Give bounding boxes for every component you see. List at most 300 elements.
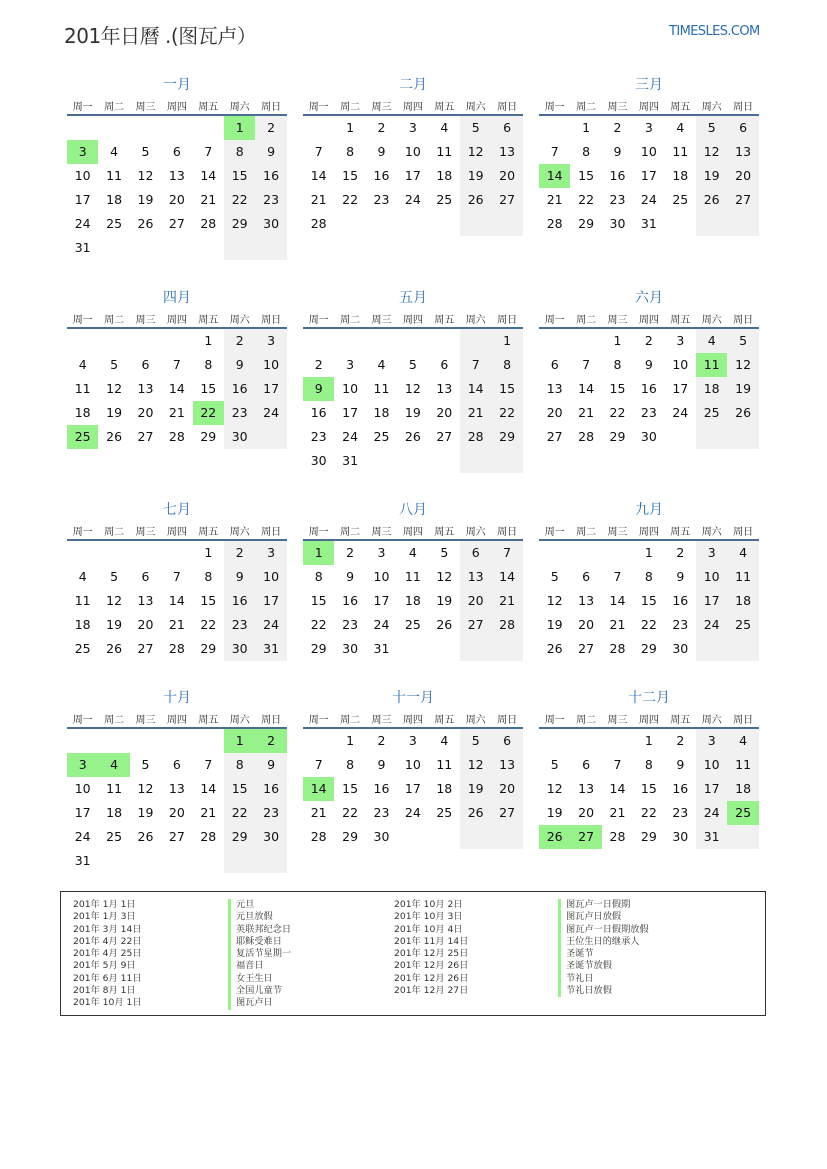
day-cell: 14 [609, 781, 626, 796]
day-cell: 7 [582, 357, 591, 372]
weekday-label: 周五 [434, 102, 455, 113]
day-cell: 12 [735, 357, 752, 372]
day-cell: 3 [644, 120, 653, 135]
weekday-label: 周一 [544, 715, 565, 726]
day-cell: 3 [676, 333, 685, 348]
day-cell: 2 [613, 120, 622, 135]
day-cell: 6 [550, 357, 559, 372]
day-cell: 3 [408, 120, 417, 135]
day-cell: 26 [137, 829, 154, 844]
day-cell: 20 [137, 405, 154, 420]
day-cell: 28 [546, 216, 563, 231]
day-cell: 5 [110, 569, 119, 584]
day-cell: 9 [346, 569, 355, 584]
weekday-label: 周四 [638, 527, 659, 538]
day-cell: 11 [373, 381, 390, 396]
day-cell: 17 [640, 168, 657, 183]
day-cell: 20 [467, 593, 484, 608]
day-cell: 4 [739, 733, 748, 748]
legend-entry: 图瓦卢一日假期放假 [558, 924, 649, 936]
day-cell: 16 [373, 781, 390, 796]
day-cell: 7 [204, 144, 213, 159]
day-cell: 4 [78, 357, 87, 372]
day-cell: 31 [74, 853, 91, 868]
day-cell: 31 [342, 453, 359, 468]
weekday-label: 周三 [135, 102, 156, 113]
day-cell: 9 [377, 144, 386, 159]
day-cell: 20 [546, 405, 563, 420]
holiday-day-cell: 14 [303, 777, 334, 801]
day-cell: 18 [74, 617, 91, 632]
day-cell: 24 [263, 405, 280, 420]
day-cell: 30 [310, 453, 327, 468]
day-cell: 30 [231, 429, 248, 444]
day-cell: 18 [735, 781, 752, 796]
day-cell: 19 [404, 405, 421, 420]
day-cell: 18 [404, 593, 421, 608]
day-cell: 21 [310, 192, 327, 207]
day-cell: 20 [499, 781, 516, 796]
day-cell: 4 [676, 120, 685, 135]
day-cell: 12 [137, 168, 154, 183]
day-cell: 2 [377, 733, 386, 748]
day-cell: 14 [467, 381, 484, 396]
day-cell: 24 [672, 405, 689, 420]
day-cell: 29 [578, 216, 595, 231]
day-cell: 20 [168, 192, 185, 207]
weekday-label: 周日 [733, 315, 754, 326]
day-cell: 19 [467, 168, 484, 183]
day-cell: 17 [373, 593, 390, 608]
legend-dates-left [73, 899, 141, 1010]
day-cell: 5 [141, 757, 150, 772]
weekday-label: 周五 [670, 715, 691, 726]
day-cell: 11 [74, 593, 91, 608]
day-cell: 28 [609, 641, 626, 656]
day-cell: 26 [436, 617, 453, 632]
day-cell: 6 [503, 120, 512, 135]
day-cell: 6 [172, 757, 181, 772]
day-cell: 28 [499, 617, 516, 632]
day-cell: 13 [168, 781, 185, 796]
day-cell: 13 [546, 381, 563, 396]
day-cell: 16 [373, 168, 390, 183]
day-cell: 25 [735, 617, 752, 632]
day-cell: 15 [342, 168, 359, 183]
day-cell: 26 [703, 192, 720, 207]
day-cell: 30 [672, 829, 689, 844]
day-cell: 16 [231, 593, 248, 608]
day-cell: 10 [404, 757, 421, 772]
day-cell: 19 [467, 781, 484, 796]
weekday-label: 周五 [198, 102, 219, 113]
holiday-day-cell: 1 [303, 541, 334, 565]
day-cell: 6 [582, 757, 591, 772]
weekday-label: 周三 [371, 315, 392, 326]
day-cell: 19 [137, 805, 154, 820]
day-cell: 31 [373, 641, 390, 656]
day-cell: 10 [74, 168, 91, 183]
day-cell: 31 [263, 641, 280, 656]
weekday-label: 周六 [701, 527, 722, 538]
holiday-day-cell: 27 [570, 825, 601, 849]
legend-entry: 201年 12月 27日 [394, 985, 469, 997]
day-cell: 12 [467, 757, 484, 772]
day-cell: 13 [137, 593, 154, 608]
day-cell: 2 [267, 120, 276, 135]
day-cell: 27 [499, 805, 516, 820]
month-name: 十月 [163, 690, 191, 706]
day-cell: 13 [578, 781, 595, 796]
day-cell: 24 [74, 829, 91, 844]
day-cell: 12 [703, 144, 720, 159]
weekday-label: 周四 [166, 102, 187, 113]
weekday-label: 周二 [104, 315, 125, 326]
day-cell: 16 [231, 381, 248, 396]
day-cell: 2 [644, 333, 653, 348]
day-cell: 17 [74, 805, 91, 820]
weekday-label: 周二 [104, 102, 125, 113]
day-cell: 13 [578, 593, 595, 608]
holiday-day-cell: 3 [67, 753, 98, 777]
weekday-label: 周一 [544, 315, 565, 326]
day-cell: 12 [546, 781, 563, 796]
day-cell: 29 [200, 429, 217, 444]
day-cell: 10 [404, 144, 421, 159]
day-cell: 11 [672, 144, 689, 159]
day-cell: 30 [609, 216, 626, 231]
legend-entry: 节礼日 [558, 973, 649, 985]
day-cell: 4 [440, 733, 449, 748]
day-cell: 8 [613, 357, 622, 372]
weekday-label: 周二 [104, 527, 125, 538]
weekday-label: 周五 [198, 315, 219, 326]
day-cell: 29 [231, 829, 248, 844]
day-cell: 26 [404, 429, 421, 444]
day-cell: 19 [735, 381, 752, 396]
weekday-label: 周三 [607, 527, 628, 538]
day-cell: 26 [137, 216, 154, 231]
day-cell: 16 [672, 593, 689, 608]
day-cell: 22 [609, 405, 626, 420]
day-cell: 3 [377, 545, 386, 560]
day-cell: 23 [263, 192, 280, 207]
day-cell: 10 [672, 357, 689, 372]
month-name: 五月 [399, 290, 427, 306]
day-cell: 13 [735, 144, 752, 159]
day-cell: 25 [436, 805, 453, 820]
day-cell: 10 [263, 569, 280, 584]
day-cell: 6 [471, 545, 480, 560]
day-cell: 29 [200, 641, 217, 656]
weekday-label: 周一 [308, 715, 329, 726]
day-cell: 15 [231, 781, 248, 796]
weekday-label: 周六 [465, 315, 486, 326]
legend-entry: 图瓦卢日 [228, 997, 291, 1009]
day-cell: 10 [74, 781, 91, 796]
day-cell: 28 [578, 429, 595, 444]
day-cell: 4 [707, 333, 716, 348]
day-cell: 28 [310, 829, 327, 844]
day-cell: 21 [168, 405, 185, 420]
weekday-label: 周四 [166, 715, 187, 726]
legend-entry: 201年 4月 25日 [73, 948, 142, 960]
day-cell: 13 [467, 569, 484, 584]
weekday-label: 周二 [340, 527, 361, 538]
day-cell: 12 [404, 381, 421, 396]
day-cell: 17 [404, 168, 421, 183]
day-cell: 23 [373, 192, 390, 207]
day-cell: 25 [436, 192, 453, 207]
legend-entry: 201年 12月 25日 [394, 948, 469, 960]
day-cell: 18 [106, 192, 123, 207]
day-cell: 24 [263, 617, 280, 632]
day-cell: 20 [168, 805, 185, 820]
legend-entry: 201年 5月 9日 [73, 960, 136, 972]
weekday-label: 周日 [497, 715, 518, 726]
day-cell: 8 [582, 144, 591, 159]
day-cell: 4 [78, 569, 87, 584]
day-cell: 19 [546, 617, 563, 632]
legend-entry: 圣诞节放假 [558, 960, 649, 972]
day-cell: 24 [640, 192, 657, 207]
weekday-label: 周三 [135, 715, 156, 726]
legend-entry: 节礼日放假 [558, 985, 649, 997]
day-cell: 12 [106, 593, 123, 608]
legend-names-left [228, 899, 291, 1010]
legend-entry: 女王生日 [228, 973, 291, 985]
day-cell: 22 [231, 805, 248, 820]
day-cell: 15 [342, 781, 359, 796]
brand-logo-text[interactable]: TIMESLES.COM [669, 24, 760, 39]
day-cell: 30 [373, 829, 390, 844]
day-cell: 5 [550, 569, 559, 584]
legend-entry: 201年 8月 1日 [73, 985, 136, 997]
day-cell: 21 [168, 617, 185, 632]
legend-entry: 201年 4月 22日 [73, 935, 142, 947]
day-cell: 3 [707, 733, 716, 748]
legend-entry: 全国儿童节 [228, 985, 291, 997]
day-cell: 8 [503, 357, 512, 372]
day-cell: 24 [404, 192, 421, 207]
day-cell: 9 [267, 757, 276, 772]
day-cell: 2 [235, 545, 244, 560]
month-name: 七月 [163, 502, 191, 518]
day-cell: 15 [499, 381, 516, 396]
holiday-day-cell: 26 [539, 825, 570, 849]
day-cell: 10 [373, 569, 390, 584]
legend-entry: 201年 10月 4日 [394, 923, 463, 935]
weekday-label: 周五 [434, 715, 455, 726]
legend-entry: 图瓦卢日放假 [558, 911, 649, 923]
day-cell: 14 [168, 593, 185, 608]
weekday-label: 周四 [166, 527, 187, 538]
day-cell: 25 [74, 641, 91, 656]
day-cell: 27 [546, 429, 563, 444]
day-cell: 30 [263, 216, 280, 231]
legend-entry: 英联邦纪念日 [228, 924, 291, 936]
day-cell: 18 [106, 805, 123, 820]
legend-entry: 201年 10月 3日 [394, 911, 463, 923]
weekday-label: 周一 [308, 102, 329, 113]
day-cell: 7 [550, 144, 559, 159]
day-cell: 10 [640, 144, 657, 159]
day-cell: 12 [106, 381, 123, 396]
day-cell: 16 [672, 781, 689, 796]
day-cell: 18 [703, 381, 720, 396]
weekday-label: 周五 [434, 315, 455, 326]
weekday-label: 周二 [576, 315, 597, 326]
day-cell: 27 [137, 429, 154, 444]
legend-entry: 王位生日的继承人 [558, 936, 649, 948]
day-cell: 22 [310, 617, 327, 632]
weekday-label: 周四 [402, 715, 423, 726]
weekday-label: 周一 [72, 102, 93, 113]
day-cell: 15 [578, 168, 595, 183]
month-name: 四月 [163, 290, 191, 306]
weekday-label: 周日 [261, 102, 282, 113]
day-cell: 25 [703, 405, 720, 420]
day-cell: 1 [503, 333, 512, 348]
weekday-label: 周四 [638, 715, 659, 726]
weekday-label: 周日 [497, 102, 518, 113]
page-title: 201年日曆 .(图瓦卢） [64, 24, 257, 48]
day-cell: 18 [373, 405, 390, 420]
legend-entry: 201年 1月 1日 [73, 899, 136, 910]
weekday-label: 周三 [607, 315, 628, 326]
weekday-label: 周五 [198, 527, 219, 538]
day-cell: 18 [436, 781, 453, 796]
day-cell: 29 [640, 829, 657, 844]
day-cell: 24 [703, 617, 720, 632]
day-cell: 29 [231, 216, 248, 231]
day-cell: 1 [346, 120, 355, 135]
month-name: 二月 [399, 77, 427, 93]
day-cell: 15 [200, 593, 217, 608]
day-cell: 28 [168, 641, 185, 656]
day-cell: 10 [342, 381, 359, 396]
weekday-label: 周日 [733, 527, 754, 538]
day-cell: 16 [263, 168, 280, 183]
day-cell: 8 [235, 144, 244, 159]
day-cell: 6 [739, 120, 748, 135]
day-cell: 23 [672, 805, 689, 820]
day-cell: 4 [377, 357, 386, 372]
weekday-label: 周四 [402, 315, 423, 326]
day-cell: 15 [200, 381, 217, 396]
weekday-label: 周日 [497, 315, 518, 326]
day-cell: 6 [440, 357, 449, 372]
day-cell: 6 [141, 357, 150, 372]
legend-entry: 福音日 [228, 960, 291, 972]
day-cell: 1 [346, 733, 355, 748]
month-name: 八月 [399, 502, 427, 518]
day-cell: 17 [342, 405, 359, 420]
day-cell: 31 [640, 216, 657, 231]
weekday-label: 周六 [701, 315, 722, 326]
day-cell: 21 [578, 405, 595, 420]
weekday-label: 周五 [670, 315, 691, 326]
day-cell: 22 [200, 617, 217, 632]
legend-entry: 201年 12月 26日 [394, 960, 469, 972]
day-cell: 22 [640, 617, 657, 632]
day-cell: 7 [314, 757, 323, 772]
weekday-label: 周三 [607, 715, 628, 726]
weekday-label: 周日 [261, 315, 282, 326]
weekday-label: 周二 [576, 102, 597, 113]
day-cell: 22 [499, 405, 516, 420]
day-cell: 7 [172, 357, 181, 372]
day-cell: 13 [168, 168, 185, 183]
day-cell: 23 [310, 429, 327, 444]
day-cell: 18 [436, 168, 453, 183]
weekday-label: 周日 [497, 527, 518, 538]
legend-entry: 图瓦卢一日假期 [558, 899, 649, 911]
holiday-day-cell: 2 [255, 729, 286, 753]
weekday-label: 周六 [229, 527, 250, 538]
legend-entry: 201年 1月 3日 [73, 911, 136, 923]
day-cell: 5 [141, 144, 150, 159]
day-cell: 7 [613, 569, 622, 584]
day-cell: 26 [106, 641, 123, 656]
day-cell: 11 [735, 757, 752, 772]
weekday-label: 周六 [465, 102, 486, 113]
weekday-label: 周二 [340, 715, 361, 726]
legend-entry: 201年 3月 14日 [73, 923, 142, 935]
legend-names-right [558, 899, 649, 997]
day-cell: 17 [74, 192, 91, 207]
holiday-day-cell: 9 [303, 377, 334, 401]
weekday-label: 周四 [166, 315, 187, 326]
day-cell: 16 [609, 168, 626, 183]
day-cell: 6 [141, 569, 150, 584]
legend-entry: 圣诞节 [558, 948, 649, 960]
day-cell: 12 [467, 144, 484, 159]
day-cell: 11 [106, 168, 123, 183]
weekday-label: 周五 [670, 102, 691, 113]
day-cell: 15 [310, 593, 327, 608]
day-cell: 13 [499, 757, 516, 772]
day-cell: 14 [578, 381, 595, 396]
day-cell: 23 [231, 617, 248, 632]
day-cell: 23 [373, 805, 390, 820]
day-cell: 19 [436, 593, 453, 608]
day-cell: 28 [200, 216, 217, 231]
day-cell: 8 [644, 569, 653, 584]
holiday-day-cell: 14 [539, 164, 570, 188]
day-cell: 19 [106, 617, 123, 632]
day-cell: 17 [703, 593, 720, 608]
day-cell: 8 [314, 569, 323, 584]
legend-entry: 元旦 [228, 899, 291, 911]
day-cell: 21 [609, 805, 626, 820]
day-cell: 7 [314, 144, 323, 159]
day-cell: 27 [168, 216, 185, 231]
day-cell: 19 [106, 405, 123, 420]
day-cell: 6 [582, 569, 591, 584]
weekday-label: 周六 [465, 715, 486, 726]
day-cell: 18 [672, 168, 689, 183]
legend-entry: 201年 6月 11日 [73, 972, 142, 984]
day-cell: 4 [440, 120, 449, 135]
day-cell: 3 [267, 545, 276, 560]
legend-entry: 201年 12月 26日 [394, 972, 469, 984]
day-cell: 28 [200, 829, 217, 844]
weekday-label: 周二 [104, 715, 125, 726]
day-cell: 2 [346, 545, 355, 560]
day-cell: 3 [408, 733, 417, 748]
day-cell: 9 [644, 357, 653, 372]
